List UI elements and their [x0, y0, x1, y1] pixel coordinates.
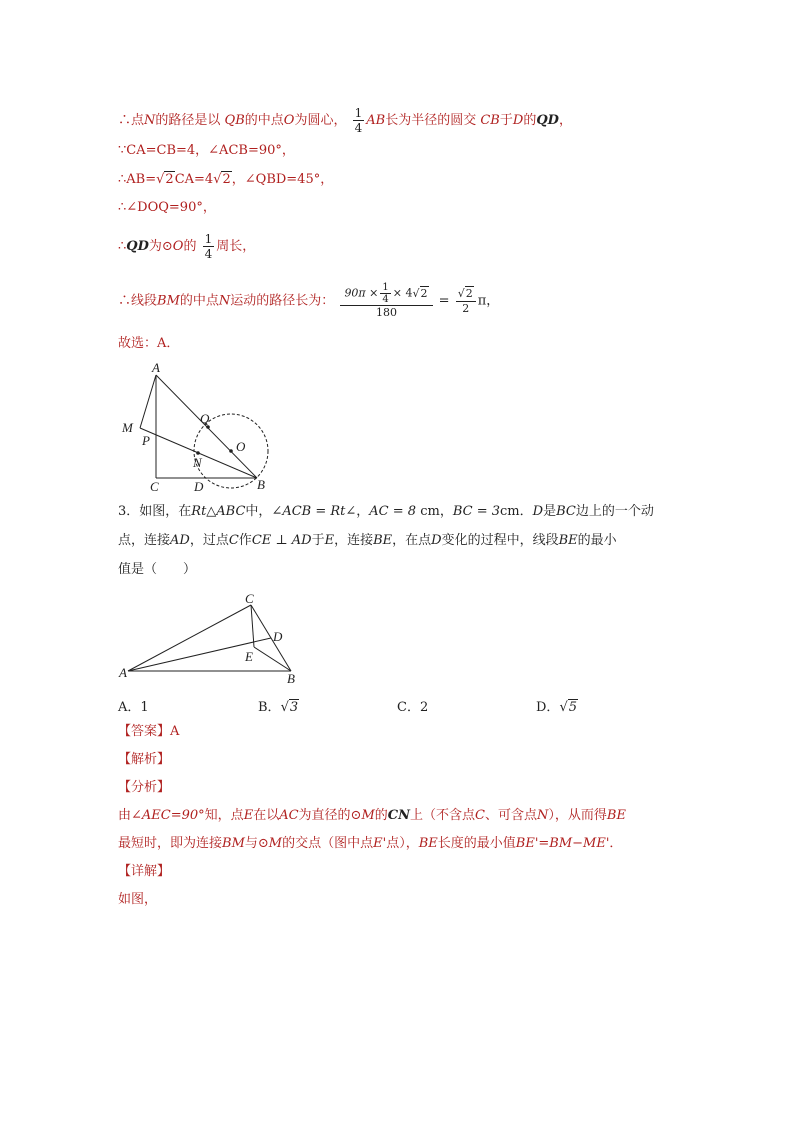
fenxi-line-2: 最短时，即为连接BM与⊙M的交点（图中点E'点），BE长度的最小值BE'=BM−ME'． — [118, 836, 623, 851]
detail-text: 如图， — [118, 892, 158, 907]
figure-triangle — [115, 590, 315, 685]
question-3-line-2: 点，连接AD，过点C作CE ⊥ AD于E，连接BE，在点D变化的过程中，线段BE的最小 — [118, 533, 617, 548]
point-o — [229, 449, 233, 453]
fraction-one-quarter: $\frac{1}{4}$ — [204, 232, 213, 261]
label-c: C — [245, 591, 254, 606]
analysis-tag: 【解析】 — [118, 752, 171, 767]
label-a: A — [119, 665, 127, 680]
choice-c[interactable]: C．2 — [397, 700, 429, 715]
label-m: M — [122, 420, 133, 435]
solution-line-6: ∴线段BM的中点N运动的路径长为： 90π × $\frac{1}{4}$ × 4√2 180 = $\frac{√2}{2}$ π， — [118, 282, 500, 319]
solution-line-7: 故选：A． — [118, 336, 180, 351]
arc-qd: QD — [536, 113, 559, 128]
label-d: D — [194, 479, 204, 494]
choice-b[interactable]: B．√3 — [258, 700, 299, 715]
arc-cn: CN — [387, 808, 411, 823]
segment-am — [140, 375, 156, 428]
solution-line-4: ∴∠DOQ=90°， — [118, 200, 216, 215]
segment-ce — [251, 605, 254, 647]
label-a: A — [152, 360, 160, 375]
path-length-fraction: 90π × $\frac{1}{4}$ × 4√2 180 — [340, 282, 432, 320]
segment-eb — [254, 647, 291, 671]
sqrt-2: √2 — [213, 172, 231, 187]
label-d: D — [273, 629, 283, 644]
choice-a[interactable]: A．1 — [118, 700, 149, 715]
result-fraction: $\frac{√2}{2}$ — [456, 287, 476, 316]
segment-ac — [128, 605, 251, 671]
sqrt-2: √2 — [156, 172, 174, 187]
answer-line: 【答案】A — [118, 724, 180, 739]
solution-line-2: ∵CA=CB=4，∠ACB=90°， — [118, 143, 295, 158]
solution-line-5: ∴QD为⊙O的 $\frac{1}{4}$ 周长， — [118, 232, 256, 261]
fenxi-line-1: 由∠AEC=90°知，点E在以AC为直径的⊙M的CN上（不含点C、可含点N），从而得BE — [118, 808, 626, 823]
label-n: N — [193, 455, 202, 470]
question-3-line-3: 值是（ ） — [118, 562, 197, 577]
label-p: P — [142, 433, 150, 448]
fenxi-tag: 【分析】 — [118, 780, 171, 795]
label-b: B — [287, 671, 295, 685]
solution-line-3: ∴AB=√2CA=4√2，∠QBD=45°， — [118, 170, 333, 190]
fraction-one-quarter: $\frac{1}{4}$ — [354, 106, 363, 135]
label-c: C — [150, 479, 159, 494]
label-o: O — [236, 439, 246, 454]
arc-qd: QD — [126, 239, 149, 254]
label-b: B — [257, 477, 265, 492]
figure-circle-path — [115, 360, 280, 495]
label-e: E — [245, 649, 253, 664]
solution-line-1: ∴点N的路径是以 QB的中点O为圆心， $\frac{1}{4}$ AB长为半径的圆交 CB于D的QD， — [118, 106, 572, 135]
detail-tag: 【详解】 — [118, 864, 171, 879]
choice-d[interactable]: D．√5 — [536, 700, 578, 715]
label-q: Q — [200, 411, 210, 426]
question-3-line-1: 3．如图，在Rt△ABC中，∠ACB = Rt∠，AC = 8 cm，BC = 3cm．D是BC边上的一个动 — [118, 504, 654, 519]
